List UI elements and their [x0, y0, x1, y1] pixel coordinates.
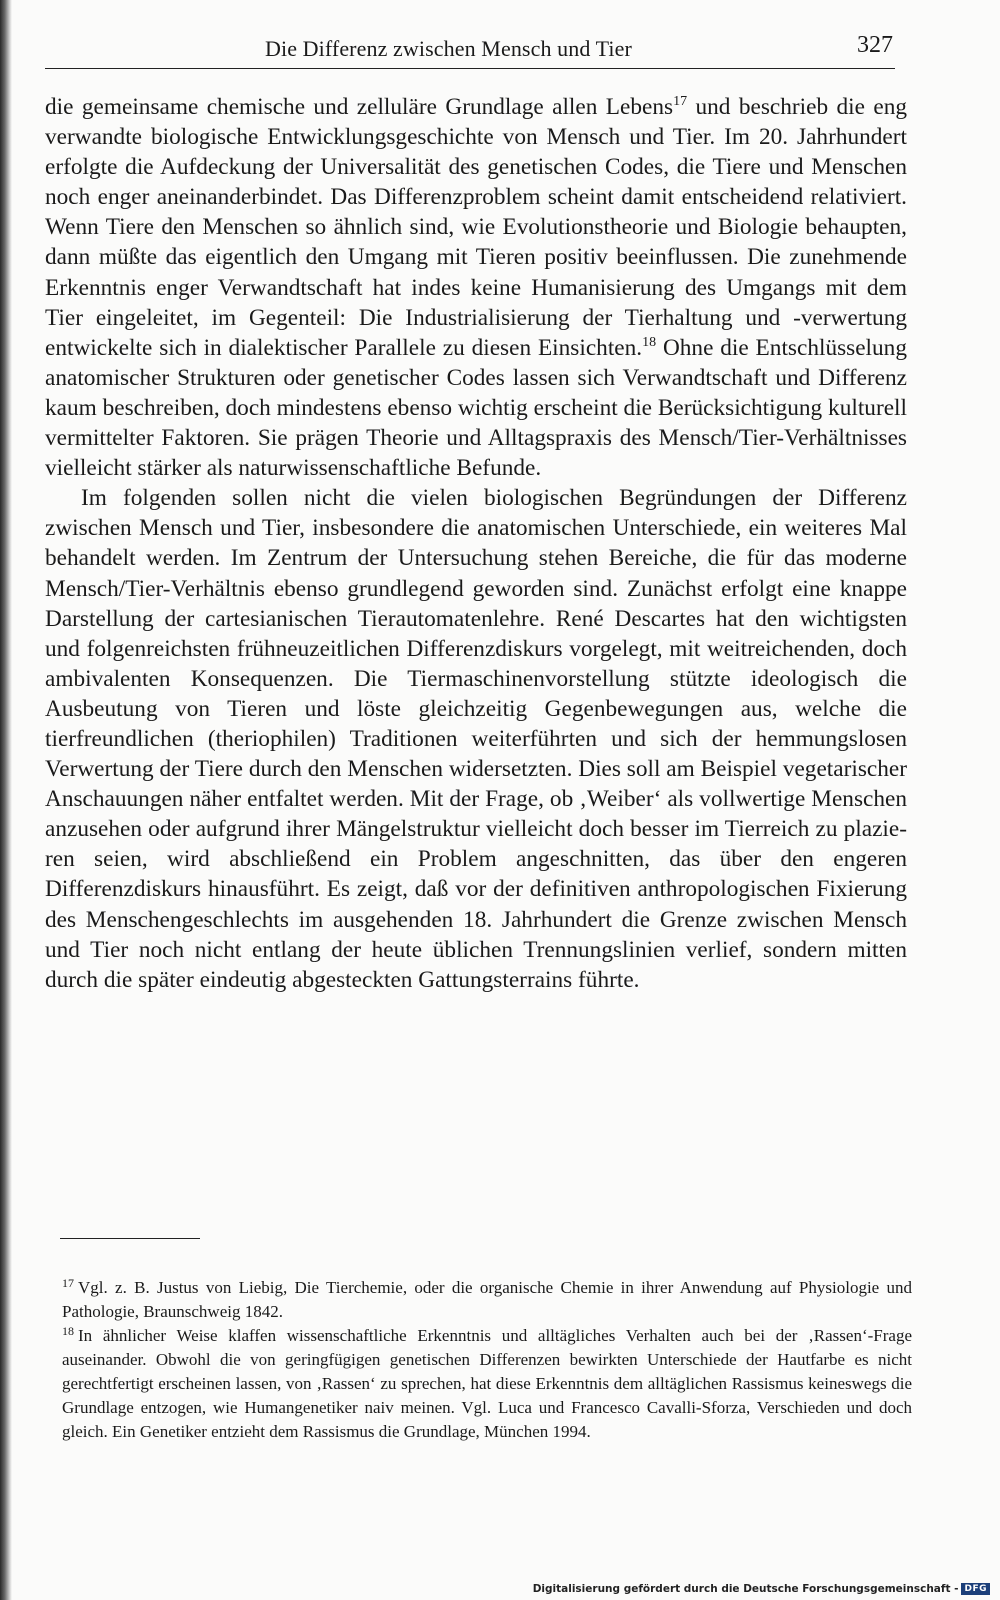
- scan-shadow-edge: [0, 0, 12, 1600]
- dfg-logo: DFG: [961, 1583, 990, 1595]
- running-header: [45, 30, 895, 69]
- footnote-number: 17: [62, 1276, 74, 1290]
- paragraph-1: [45, 92, 907, 483]
- footnote-18: [62, 1324, 912, 1444]
- main-text: [45, 92, 907, 995]
- footnote-17: [62, 1276, 912, 1324]
- footnote-ref-17: 17: [673, 94, 688, 109]
- footnote-ref-18: 18: [642, 334, 657, 350]
- footnote-text: In ähnlicher Weise klaffen wissenschaftliche Erkenntnis und alltägliches Verhalten auch bei der ‚Rassen‘-Frage auseinander. Obwohl die von geringfügigen genetischen Differenzen bewirkten Unterschiede der Hautfarbe es nicht gerechtfertigt erscheinen lassen, von ‚Rassen‘ zu sprechen, hat diese Erkenntnis dem alltäglichen Rassismus keineswegs die Grundlage entzogen, wie Humangenetiker naiv meinen. Vgl. Luca und Francesco Cavalli-Sforza, Verschieden und doch gleich. Ein Genetiker entzieht dem Rassismus die Grundlage, München 1994.: [62, 1326, 912, 1441]
- running-title: Die Differenz zwischen Mensch und Tier: [265, 36, 632, 61]
- paragraph-1-part-3: Ohne die Entschlüsselung anatomischer Strukturen oder genetischer Codes lassen sich Verwandtschaft und Differenz kaum beschreiben, doch mindestens ebenso wichtig erscheint die Berücksichtigung kulturell vermittelter Faktoren. Sie prägen Theorie und Alltagspraxis des Mensch/Tier-Verhältnisses vielleicht stärker als naturwissenschaftliche Befunde.: [45, 334, 907, 482]
- paragraph-1-part-1: die gemeinsame chemische und zelluläre Grundlage allen Lebens: [45, 94, 674, 120]
- paragraph-2: Im folgenden sollen nicht die vielen biologischen Begründungen der Differenz zwischen Mensch und Tier, insbesondere die anatomischen Unterschiede, ein weiteres Mal behandelt werden. Im Zentrum der Untersuchung stehen Bereiche, die für das moderne Mensch/Tier-Verhältnis ebenso grundlegend geworden sind. Zunächst erfolgt eine knappe Darstellung der cartesianischen Tierautomatenlehre. René Descartes hat den wichtigsten und folgenreichsten frühneuzeitlichen Differenzdiskurs vorgelegt, mit weitreichenden, doch ambivalenten Konsequenzen. Die Tiermaschinenvorstellung stützte ideologisch die Ausbeutung von Tieren und löste gleichzeitig Gegenbewegungen aus, welche die tierfreundlichen (theriophilen) Traditionen weiterführten und sich der hemmungslosen Verwertung der Tiere durch den Menschen widersetzten. Dies soll am Beispiel vegetarischer Anschauungen näher entfaltet werden. Mit der Frage, ob ‚Weiber‘ als vollwertige Menschen anzusehen oder aufgrund ihrer Mängelstruktur vielleicht doch besser im Tierreich zu plazieren seien, wird abschließend ein Problem angeschnitten, das über den engeren Differenzdiskurs hinausführt. Es zeigt, daß vor der definitiven anthropologischen Fixierung des Menschengeschlechts im ausgehenden 18. Jahrhundert die Grenze zwischen Mensch und Tier noch nicht entlang der heute üblichen Trennungslinien verlief, sondern mitten durch die später eindeutig abgesteckten Gattungsterrains führte.: [45, 485, 907, 993]
- footnotes: [62, 1276, 912, 1444]
- paragraph-1-part-2: und beschrieb die eng verwandte biologische Entwicklungsgeschichte von Mensch und Tier. Im 20. Jahrhundert erfolgte die Aufdeckung der Universalität des genetischen Codes, die Tiere und Menschen noch enger aneinanderbindet. Das Differenzproblem scheint damit entscheidend relativiert. Wenn Tiere den Menschen so ähnlich sind, wie Evolutionstheorie und Biologie behaupten, dann müßte das eigentlich den Umgang mit Tieren positiv beeinflussen. Die zunehmende Erkenntnis enger Verwandtschaft hat indes keine Humanisierung des Umgangs mit dem Tier eingeleitet, im Gegenteil: Die Industrialisierung der Tierhaltung und -verwertung entwickelte sich in dialektischer Parallele zu diesen Einsichten.: [45, 94, 908, 361]
- digitization-credit: [533, 1583, 990, 1595]
- footnote-text: Vgl. z. B. Justus von Liebig, Die Tierchemie, oder die organische Chemie in ihrer Anwendung auf Physiologie und Pathologie, Braunschweig 1842.: [62, 1278, 912, 1321]
- digitization-credit-text: Digitalisierung gefördert durch die Deutsche Forschungsgemeinschaft -: [532, 1583, 959, 1595]
- footnote-number: 18: [62, 1324, 74, 1338]
- footnote-separator: [60, 1238, 200, 1239]
- page-number: 327: [857, 32, 893, 58]
